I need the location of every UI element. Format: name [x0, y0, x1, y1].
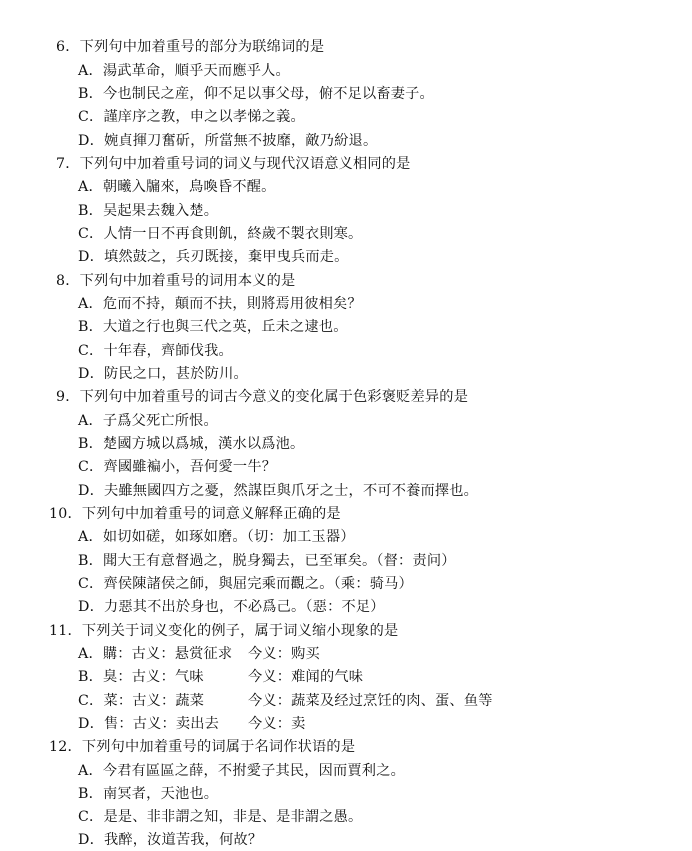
question-9-option-d: D．夫雖無國四方之憂，然謀臣與爪牙之士，不可不養而擇也。	[78, 483, 479, 499]
question-12-option-d: D．我醉，汝道苦我，何故？	[78, 832, 263, 848]
question-10-option-d: D．力惡其不出於身也，不必爲己。（惡：不足）	[78, 599, 385, 615]
question-11-stem: 11．下列关于词义变化的例子，属于词义缩小现象的是	[49, 623, 399, 639]
question-8-option-c: C．十年春，齊師伐我。	[78, 343, 233, 359]
question-7-option-d: D．填然鼓之，兵刃既接，棄甲曳兵而走。	[78, 249, 349, 265]
question-12-option-b: B．南冥者，天池也。	[78, 786, 219, 802]
question-6-option-c: C．謹庠序之教，申之以孝悌之義。	[78, 109, 305, 125]
question-9-option-b: B．楚國方城以爲城，漢水以爲池。	[78, 436, 305, 452]
question-11-option-c	[78, 692, 493, 710]
gloss-modern: 今义：卖	[248, 716, 306, 732]
gloss-ancient: B．臭：古义：气味	[78, 669, 204, 685]
gloss-ancient: A．購：古义：悬赏征求	[78, 646, 233, 662]
question-7-option-b: B．吴起果去魏入楚。	[78, 203, 219, 219]
question-11-option-a	[78, 645, 320, 663]
question-7-option-a: A．朝曦入牖來，鳥喚昏不醒。	[78, 179, 276, 195]
question-6-stem: 6．下列句中加着重号的部分为联绵词的是	[56, 39, 325, 55]
question-12-option-a: A．今君有區區之薛，不拊愛子其民，因而賈利之。	[78, 763, 405, 779]
question-10-stem: 10．下列句中加着重号的词意义解释正确的是	[49, 506, 341, 522]
gloss-ancient: D．售：古义：卖出去	[78, 716, 220, 732]
question-8-stem: 8．下列句中加着重号的词用本义的是	[56, 273, 296, 289]
gloss-modern: 今义：蔬菜及经过烹饪的肉、蛋、鱼等	[248, 693, 493, 709]
question-11-option-b	[78, 668, 363, 686]
question-8-option-b: B．大道之行也與三代之英，丘未之逮也。	[78, 319, 348, 335]
question-7-stem: 7．下列句中加着重号词的词义与现代汉语意义相同的是	[56, 156, 411, 172]
question-8-option-a: A．危而不持，顛而不扶，則將焉用彼相矣？	[78, 296, 362, 312]
question-8-option-d: D．防民之口，甚於防川。	[78, 366, 248, 382]
gloss-ancient: C．菜：古义：蔬菜	[78, 693, 205, 709]
question-7-option-c: C．人情一日不再食則飢，終歲不製衣則寒。	[78, 226, 363, 242]
question-10-option-c: C．齊侯陳諸侯之師，與屈完乘而觀之。（乘：骑马）	[78, 576, 413, 592]
question-10-option-a: A．如切如磋，如琢如磨。（切：加工玉器）	[78, 529, 355, 545]
question-9-option-a: A．子爲父死亡所恨。	[78, 413, 218, 429]
question-10-option-b: B．聞大王有意督過之，脱身獨去，已至軍矣。（督：责问）	[78, 553, 456, 569]
question-9-option-c: C．齊國雖褊小，吾何愛一牛？	[78, 459, 277, 475]
question-6-option-a: A．湯武革命，順乎天而應乎人。	[78, 63, 290, 79]
question-9-stem: 9．下列句中加着重号的词古今意义的变化属于色彩褒贬差异的是	[56, 389, 469, 405]
gloss-modern: 今义：购买	[248, 646, 320, 662]
question-6-option-b: B．今也制民之産，仰不足以事父母，俯不足以畜妻子。	[78, 86, 434, 102]
question-11-option-d	[78, 715, 306, 733]
question-6-option-d: D．婉貞揮刀奮斫，所當無不披靡，敵乃紛退。	[78, 133, 378, 149]
gloss-modern: 今义：难闻的气味	[248, 669, 364, 685]
question-12-option-c: C．是是、非非謂之知，非是、是非謂之愚。	[78, 809, 363, 825]
question-12-stem: 12．下列句中加着重号的词属于名词作状语的是	[49, 739, 356, 755]
